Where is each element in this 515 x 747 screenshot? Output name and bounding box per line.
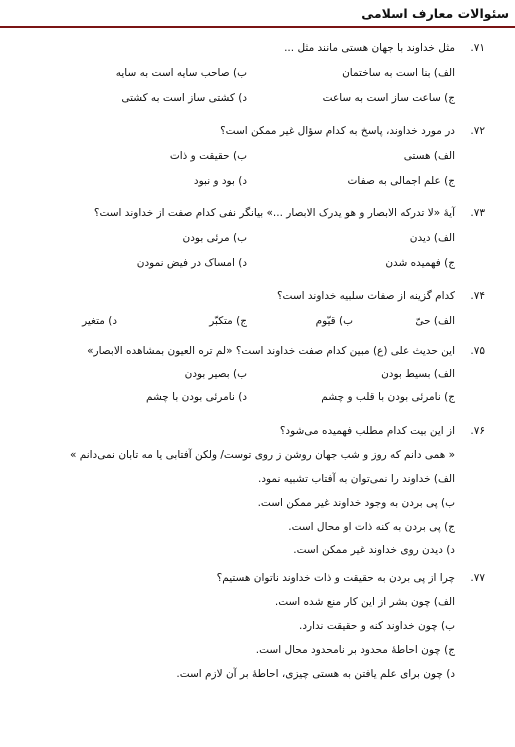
option-d: د) کشتی ساز است به کشتی — [121, 92, 247, 104]
option-c: ج) پی بردن به کنه ذات او محال است. — [288, 521, 455, 533]
option-c: ج) ساعت ساز است به ساعت — [322, 92, 455, 104]
option-d: د) بود و نبود — [193, 175, 247, 187]
option-a: الف) دیدن — [409, 232, 455, 244]
option-a: الف) حیّ — [415, 315, 455, 327]
question-number: ۷۲. — [470, 125, 485, 137]
question-number: ۷۷. — [470, 572, 485, 584]
question-number: ۷۱. — [470, 42, 485, 54]
option-b: ب) صاحب سایه است به سایه — [115, 67, 247, 79]
option-b: ب) چون خداوند کنه و حقیقت ندارد. — [299, 620, 455, 632]
question-number: ۷۶. — [470, 425, 485, 437]
option-b: ب) حقیقت و ذات — [169, 150, 247, 162]
question-text: چرا از پی بردن به حقیقت و ذات خداوند ناتوان هستیم؟ — [216, 572, 455, 584]
option-d: د) دیدن روی خداوند غیر ممکن است. — [293, 544, 455, 556]
poem-quote: « همی دانم که روز و شب جهان روشن ز روی توست/ ولکن آفتابی یا مه تابان نمی‌دانم » — [69, 449, 455, 461]
option-a: الف) بنا است به ساختمان — [342, 67, 455, 79]
option-a: الف) خداوند را نمی‌توان به آفتاب تشبیه نمود. — [257, 473, 455, 485]
option-c: ج) علم اجمالی به صفات — [347, 175, 455, 187]
question-text: مثل خداوند با جهان هستی مانند مثل ... — [284, 42, 455, 54]
option-d: د) متغیر — [82, 315, 117, 327]
option-d: د) چون برای علم یافتن به هستی چیزی، احاطهٔ بر آن لازم است. — [176, 668, 455, 680]
option-c: ج) متکبّر — [209, 315, 247, 327]
option-b: ب) پی بردن به وجود خداوند غیر ممکن است. — [257, 497, 455, 509]
option-a: الف) چون بشر از این کار منع شده است. — [274, 596, 455, 608]
option-b: ب) قیّوم — [315, 315, 353, 327]
question-text: کدام گزینه از صفات سلبیه خداوند است؟ — [276, 290, 455, 302]
question-text: این حدیث علی (ع) مبین کدام صفت خداوند است؟ «لم تره العیون بمشاهده الابصار» — [87, 345, 455, 357]
option-b: ب) مرئی بودن — [182, 232, 247, 244]
option-a: الف) بسیط بودن — [381, 368, 455, 380]
page-title: سئوالات معارف اسلامی — [361, 6, 509, 21]
option-c: ج) چون احاطهٔ محدود بر نامحدود محال است. — [255, 644, 455, 656]
page-header — [0, 0, 515, 30]
question-number: ۷۵. — [470, 345, 485, 357]
question-text: از این بیت کدام مطلب فهمیده می‌شود؟ — [279, 425, 455, 437]
option-d: د) امساک در فیض نمودن — [136, 257, 247, 269]
question-number: ۷۴. — [470, 290, 485, 302]
option-c: ج) نامرئی بودن با قلب و چشم — [321, 391, 455, 403]
option-b: ب) بصیر بودن — [184, 368, 247, 380]
option-a: الف) هستی — [403, 150, 455, 162]
header-divider — [0, 26, 515, 28]
question-text: در مورد خداوند، پاسخ به کدام سؤال غیر ممکن است؟ — [220, 125, 455, 137]
question-number: ۷۳. — [470, 207, 485, 219]
question-text: آیهٔ «لا تدرکه الابصار و هو یدرک الابصار ...» بیانگر نفی کدام صفت از خداوند است؟ — [93, 207, 455, 219]
option-c: ج) فهمیده شدن — [385, 257, 455, 269]
option-d: د) نامرئی بودن با چشم — [145, 391, 247, 403]
